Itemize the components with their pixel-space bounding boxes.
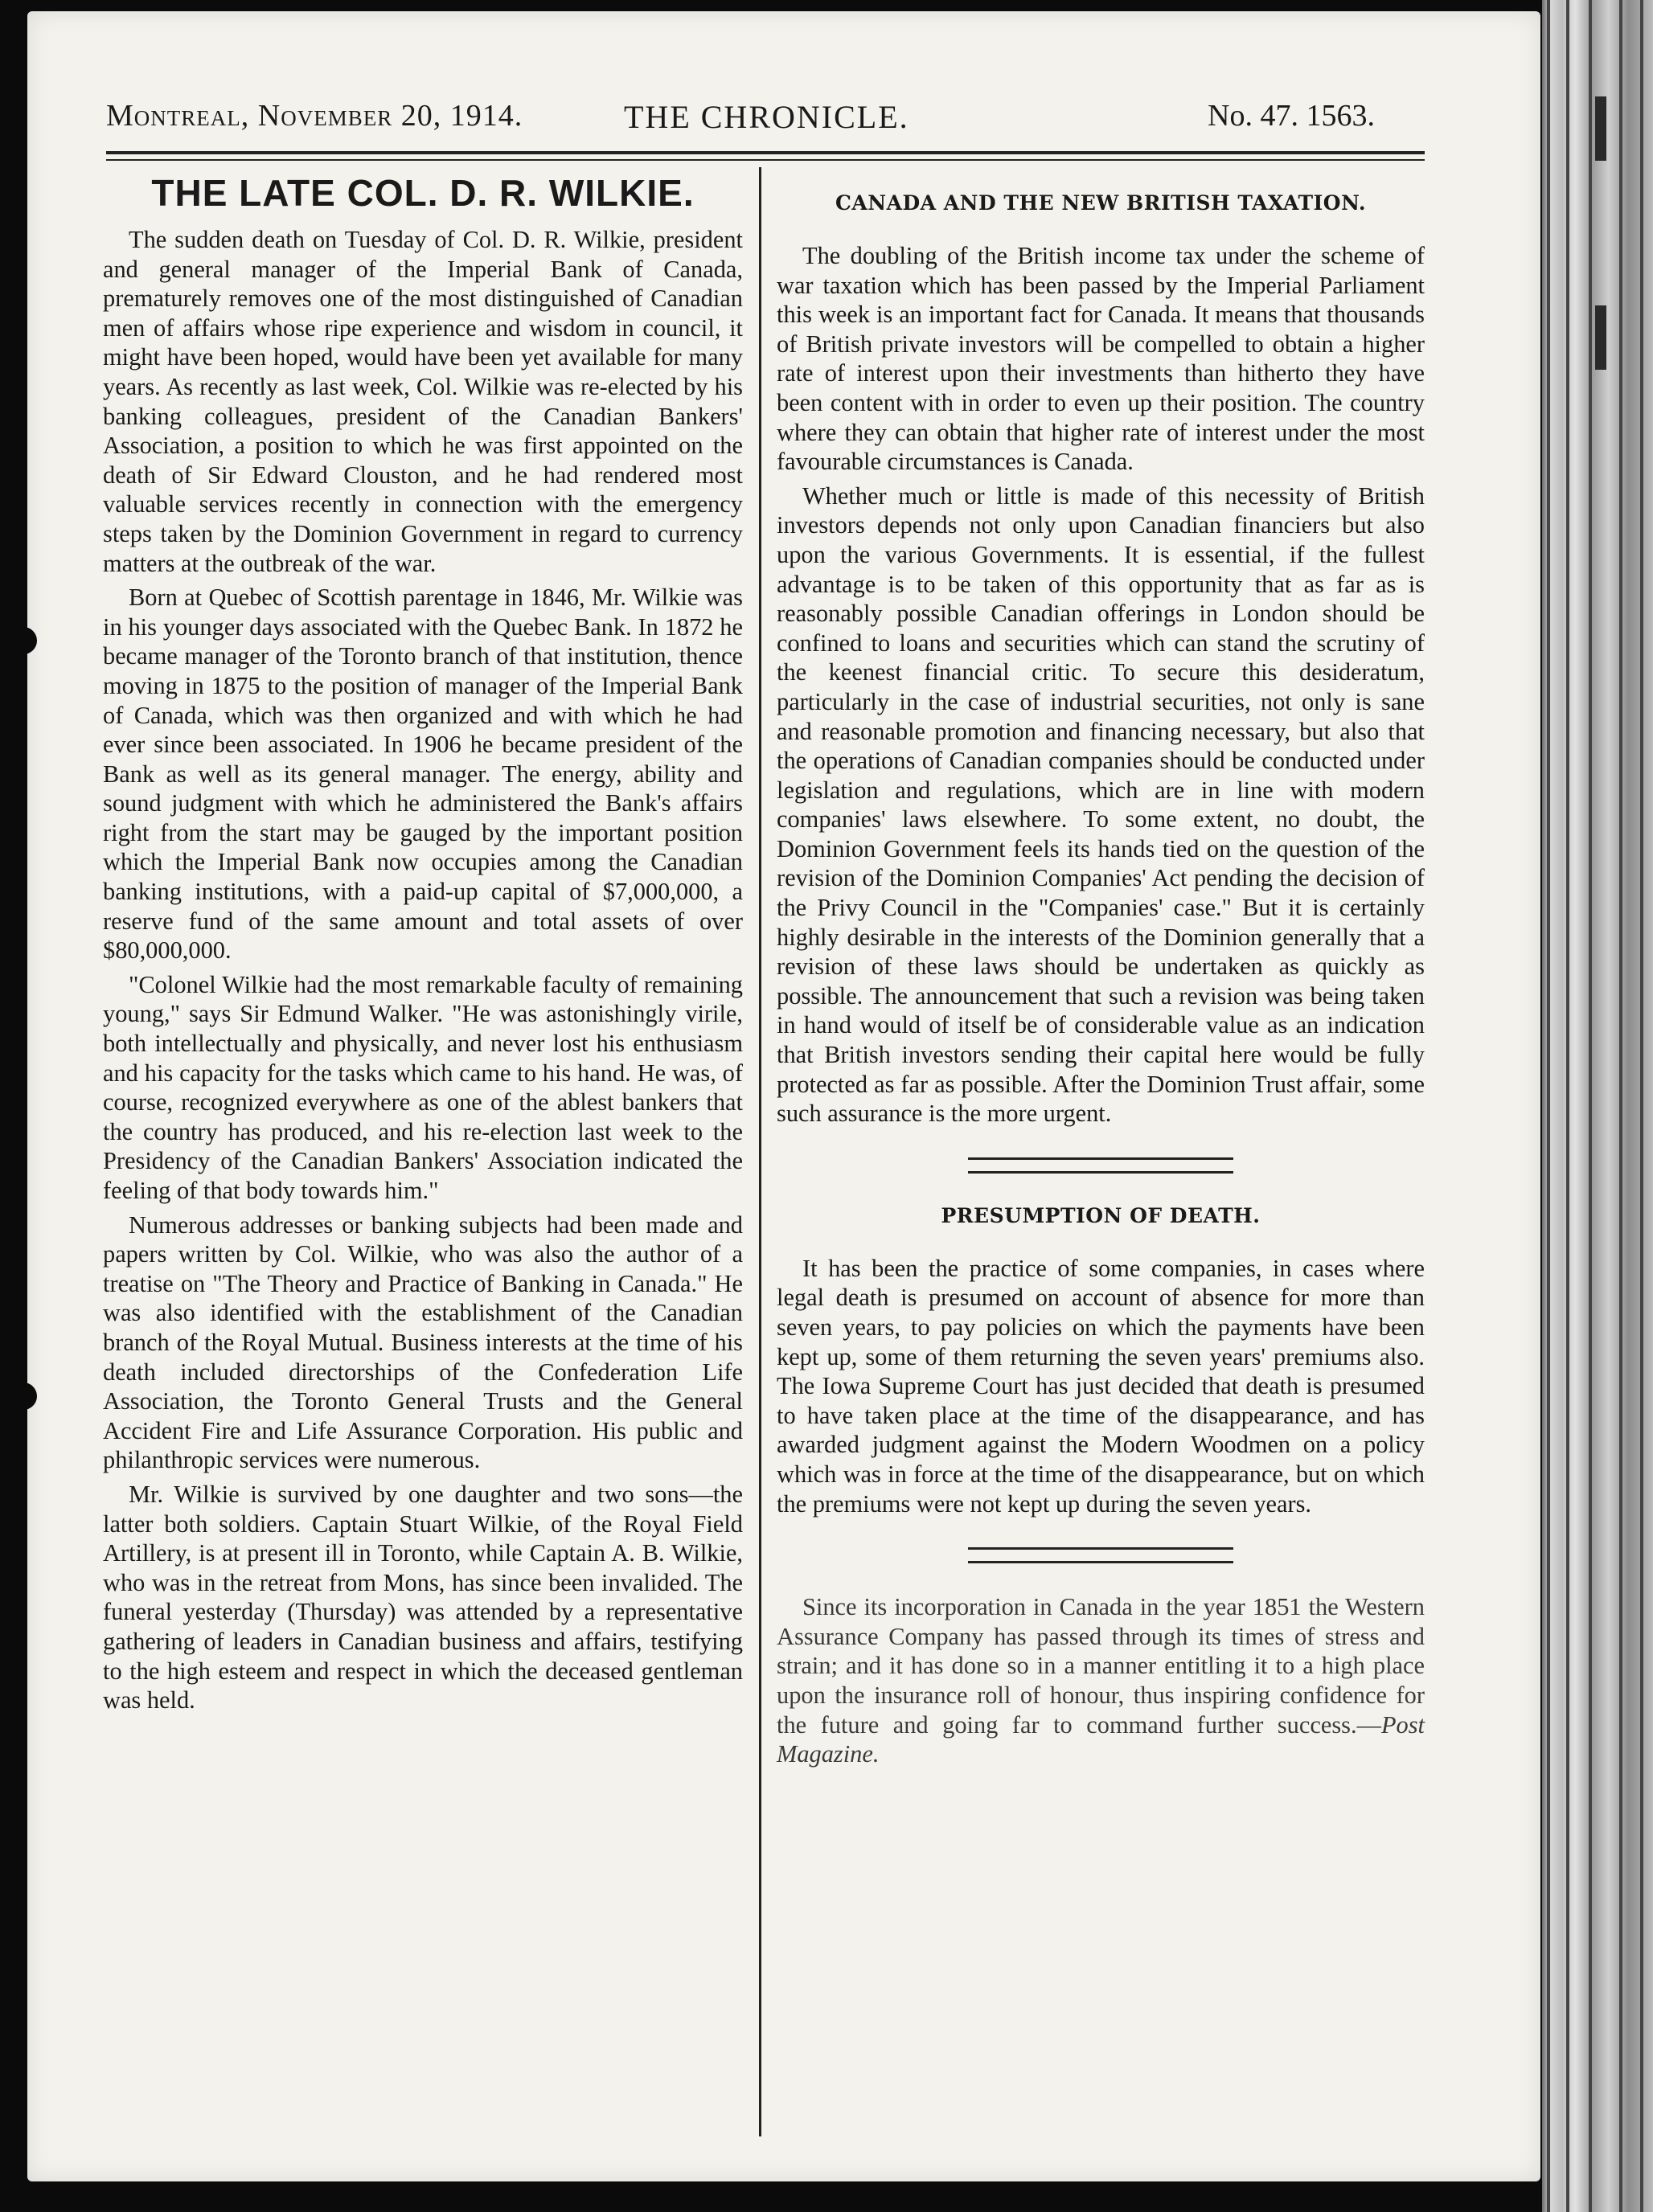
page-header bbox=[106, 98, 1393, 146]
article-paragraph: Numerous addresses or banking subjects had been made and papers written by Col. Wilkie, who was also the author of a treatise on "The Theory and Practice of Banking in Canada." He was also identified with the establishment of the Canadian branch of the Royal Mutual. Business interests at the time of his death included directorships of the Confederation Life Association, the Toronto General Trusts and the General Accident Fire and Life Assurance Corporation. His public and philanthropic services were numerous. bbox=[103, 1210, 743, 1474]
obituary-title: THE LATE COL. D. R. WILKIE. bbox=[151, 172, 695, 214]
dateline: Montreal, November 20, 1914. bbox=[106, 99, 523, 133]
section-separator bbox=[968, 1547, 1233, 1563]
presumption-title: PRESUMPTION OF DEATH. bbox=[941, 1203, 1261, 1227]
header-rule bbox=[106, 151, 1425, 154]
quote-credit: Post Magazine. bbox=[777, 1710, 1425, 1768]
column-divider bbox=[759, 167, 761, 2136]
article-paragraph: Whether much or little is made of this necessity of British investors depends not only upon Canadian financiers but also upon the various Governments. It is essential, if the fullest advantage is to be taken of this opportunity that as far as is reasonably possible Canadian offerings in London should be confined to loans and securities which can stand the scrutiny of the keenest financial critic. To secure this desideratum, particularly in the case of industrial securities, not only is sane and reasonable promotion and financing necessary, but also that the operations of Canadian companies should be conducted under legislation and regulations, which are in line with modern companies' laws elsewhere. To some extent, no doubt, the Dominion Government feels its hands tied on the question of the revision of the Dominion Companies' Act pending the decision of the Privy Council in the "Companies' case." But it is certainly highly desirable in the interests of the Dominion generally that a revision of these laws should be undertaken as quickly as possible. The announcement that such a revision was being taken in hand would of itself be of considerable value as an indication that British investors sending their capital here would be fully protected as far as possible. After the Dominion Trust affair, some such assurance is the more urgent. bbox=[777, 481, 1425, 1128]
right-column bbox=[777, 169, 1425, 1774]
article-paragraph: Mr. Wilkie is survived by one daughter and two sons—the latter both soldiers. Captain Stuart Wilkie, of the Royal Field Artillery, is at present ill in Toronto, while Captain A. B. Wilkie, who was in the retreat from Mons, has since been invalided. The funeral yesterday (Thursday) was attended by a representative gathering of leaders in Canadian business and affairs, testifying to the high esteem and respect in which the deceased gentleman was held. bbox=[103, 1480, 743, 1714]
header-rule-thin bbox=[106, 159, 1425, 161]
quote-text: Since its incorporation in Canada in the year 1851 the Western Assurance Company has passed through its times of stress and strain; and it has done so in a manner entitling it to a high place upon the insurance roll of honour, thus inspiring confidence for the future and going far to command further success.— bbox=[777, 1593, 1425, 1739]
masthead-title: THE CHRONICLE. bbox=[624, 99, 909, 135]
taxation-title: CANADA AND THE NEW BRITISH TAXATION. bbox=[835, 191, 1367, 215]
book-binding bbox=[1542, 0, 1653, 2212]
article-paragraph: Born at Quebec of Scottish parentage in 1846, Mr. Wilkie was in his younger days associated with the Quebec Bank. In 1872 he became manager of the Toronto branch of that institution, thence moving in 1875 to the position of manager of the Imperial Bank of Canada, which was then organized and with which he had ever since been associated. In 1906 he became president of the Bank as well as its general manager. The energy, ability and sound judgment with which he administered the Bank's affairs right from the start may be gauged by the important position which the Imperial Bank now occupies among the Canadian banking institutions, with a paid-up capital of $7,000,000, a reserve fund of the same amount and total assets of over $80,000,000. bbox=[103, 584, 743, 965]
left-column bbox=[103, 169, 743, 1720]
punch-hole bbox=[10, 627, 37, 654]
issue-number: No. 47. 1563. bbox=[1208, 99, 1375, 133]
article-paragraph: The sudden death on Tuesday of Col. D. R. Wilkie, president and general manager of the Imperial Bank of Canada, prematurely removes one of the most distinguished of Canadian men of affairs whose ripe experience and wisdom in council, it might have been hoped, would have been yet available for many years. As recently as last week, Col. Wilkie was re-elected by his banking colleagues, president of the Canadian Bankers' Association, a position to which he was first appointed on the death of Sir Edward Clouston, and he had rendered most valuable services recently in connection with the emergency steps taken by the Dominion Government in regard to currency matters at the outbreak of the war. bbox=[103, 226, 743, 577]
quote-paragraph bbox=[777, 1592, 1425, 1769]
article-paragraph: "Colonel Wilkie had the most remarkable faculty of remaining young," says Sir Edmund Walker. "He was astonishingly virile, both intellectually and physically, and never lost his enthusiasm and his capacity for the tasks which came to his hand. He was, of course, recognized everywhere as one of the ablest bankers that the country has produced, and his re-election last week to the Presidency of the Canadian Bankers' Association indicated the feeling of that body towards him." bbox=[103, 970, 743, 1204]
article-paragraph: It has been the practice of some companies, in cases where legal death is presumed on account of absence for more than seven years, to pay policies on which the payments have been kept up, some of them returning the seven years' premiums also. The Iowa Supreme Court has just decided that death is presumed to have taken place at the time of the disappearance, and has awarded judgment against the Modern Woodmen on a policy which was in force at the time of the disappearance, but on which the premiums were not kept up during the seven years. bbox=[777, 1254, 1425, 1518]
punch-hole bbox=[10, 1382, 37, 1410]
section-separator bbox=[968, 1157, 1233, 1174]
article-paragraph: The doubling of the British income tax under the scheme of war taxation which has been passed by the Imperial Parliament this week is an important fact for Canada. It means that thousands of British private investors will be compelled to obtain a higher rate of interest upon their investments than hitherto they have been content with in order to even up their position. The country where they can obtain that higher rate of interest under the most favourable circumstances is Canada. bbox=[777, 242, 1425, 476]
